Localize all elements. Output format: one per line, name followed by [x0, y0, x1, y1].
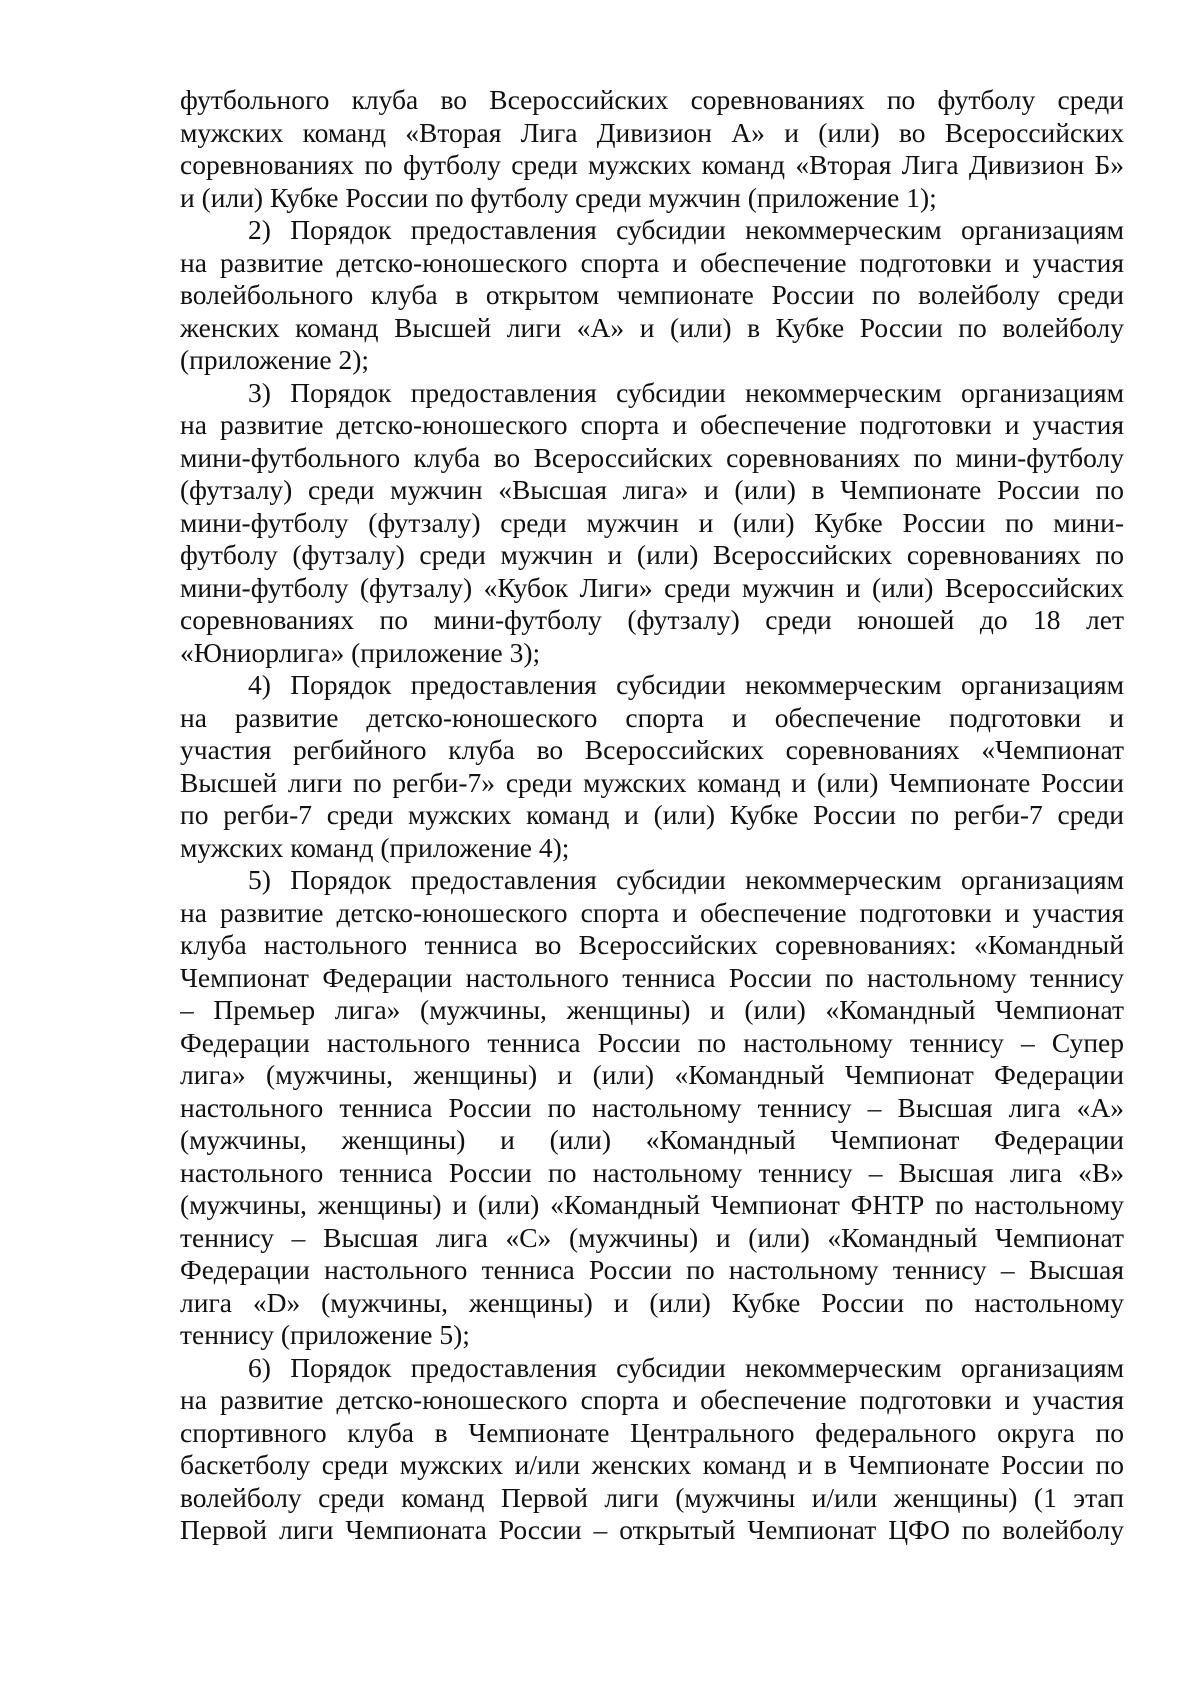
text-line: 2) Порядок предоставления субсидии некоммерческим организациям	[248, 214, 1124, 245]
text-line: теннису (приложение 5);	[180, 1319, 470, 1350]
text-line: (приложение 2);	[180, 344, 370, 375]
text-line: по регби-7 среди мужских команд и (или) Кубке России по регби-7 среди	[180, 799, 1124, 830]
text-line: футбольного клуба во Всероссийских соревнованиях по футболу среди	[180, 84, 1124, 115]
text-line: баскетболу среди мужских и/или женских команд и в Чемпионате России по	[180, 1449, 1124, 1480]
text-line: женских команд Высшей лиги «А» и (или) в Кубке России по волейболу	[180, 311, 1124, 343]
text-line: Федерации настольного тенниса России по настольному теннису – Высшая	[180, 1254, 1124, 1285]
text-line: лига «D» (мужчины, женщины) и (или) Кубке России по настольному	[180, 1286, 1124, 1318]
text-line: – Премьер лига» (мужчины, женщины) и (или) «Командный Чемпионат	[180, 994, 1124, 1025]
text-line: Первой лиги Чемпионата России – открытый Чемпионат ЦФО по волейболу	[180, 1514, 1124, 1545]
text-line: (мужчины, женщины) и (или) «Командный Чемпионат Федерации	[180, 1124, 1124, 1155]
paragraph-item-6	[180, 1352, 1124, 1547]
text-line: настольного тенниса России по настольному теннису – Высшая лига «В»	[180, 1156, 1124, 1188]
text-line: мини-футболу (футзалу) среди мужчин и (или) Кубке России по мини-	[180, 506, 1124, 538]
paragraph-item-4	[180, 669, 1124, 864]
text-line: на развитие детско-юношеского спорта и обеспечение подготовки и	[180, 701, 1124, 733]
text-line: футболу (футзалу) среди мужчин и (или) Всероссийских соревнованиях по	[180, 539, 1124, 570]
text-line: лига» (мужчины, женщины) и (или) «Командный Чемпионат Федерации	[180, 1059, 1124, 1090]
text-line: соревнованиях по футболу среди мужских команд «Вторая Лига Дивизион Б»	[180, 149, 1124, 180]
text-line: 3) Порядок предоставления субсидии некоммерческим организациям	[248, 376, 1124, 408]
text-line: Федерации настольного тенниса России по настольному теннису – Супер	[180, 1026, 1124, 1058]
text-line: клуба настольного тенниса во Всероссийских соревнованиях: «Командный	[180, 929, 1124, 960]
paragraph-item-3	[180, 377, 1124, 670]
text-line: (футзалу) среди мужчин «Высшая лига» и (или) в Чемпионате России по	[180, 474, 1124, 505]
text-line: соревнованиях по мини-футболу (футзалу) среди юношей до 18 лет	[180, 604, 1124, 635]
text-line: теннису – Высшая лига «С» (мужчины) и (или) «Командный Чемпионат	[180, 1221, 1124, 1253]
text-line: на развитие детско-юношеского спорта и обеспечение подготовки и участия	[180, 1384, 1124, 1415]
text-line: на развитие детско-юношеского спорта и обеспечение подготовки и участия	[180, 896, 1124, 928]
text-line: спортивного клуба в Чемпионате Центрального федерального округа по	[180, 1416, 1124, 1448]
text-line: участия регбийного клуба во Всероссийских соревнованиях «Чемпионат	[180, 734, 1124, 765]
text-line: мужских команд «Вторая Лига Дивизион А» и (или) во Всероссийских	[180, 116, 1124, 148]
text-line: на развитие детско-юношеского спорта и обеспечение подготовки и участия	[180, 409, 1124, 440]
text-line: на развитие детско-юношеского спорта и обеспечение подготовки и участия	[180, 246, 1124, 278]
text-line: (мужчины, женщины) и (или) «Командный Чемпионат ФНТР по настольному	[180, 1189, 1124, 1220]
text-line: «Юниорлига» (приложение 3);	[180, 636, 541, 668]
text-line: мини-футбольного клуба во Всероссийских соревнованиях по мини-футболу	[180, 441, 1124, 473]
text-line: настольного тенниса России по настольному теннису – Высшая лига «А»	[180, 1091, 1124, 1123]
text-line: мужских команд (приложение 4);	[180, 831, 570, 863]
text-line: 6) Порядок предоставления субсидии некоммерческим организациям	[248, 1351, 1124, 1383]
document-body	[180, 84, 1124, 1547]
text-line: волейбольного клуба в открытом чемпионате России по волейболу среди	[180, 279, 1124, 310]
text-line: мини-футболу (футзалу) «Кубок Лиги» среди мужчин и (или) Всероссийских	[180, 571, 1124, 603]
text-line: Высшей лиги по регби-7» среди мужских команд и (или) Чемпионате России	[180, 766, 1124, 798]
text-line: Чемпионат Федерации настольного тенниса России по настольному теннису	[180, 961, 1124, 993]
text-line: волейболу среди команд Первой лиги (мужчины и/или женщины) (1 этап	[180, 1481, 1124, 1513]
paragraph-continuation	[180, 84, 1124, 214]
text-line: 4) Порядок предоставления субсидии некоммерческим организациям	[248, 669, 1124, 700]
paragraph-item-2	[180, 214, 1124, 377]
paragraph-item-5	[180, 864, 1124, 1352]
text-line: и (или) Кубке России по футболу среди мужчин (приложение 1);	[180, 181, 937, 213]
text-line: 5) Порядок предоставления субсидии некоммерческим организациям	[248, 864, 1124, 895]
